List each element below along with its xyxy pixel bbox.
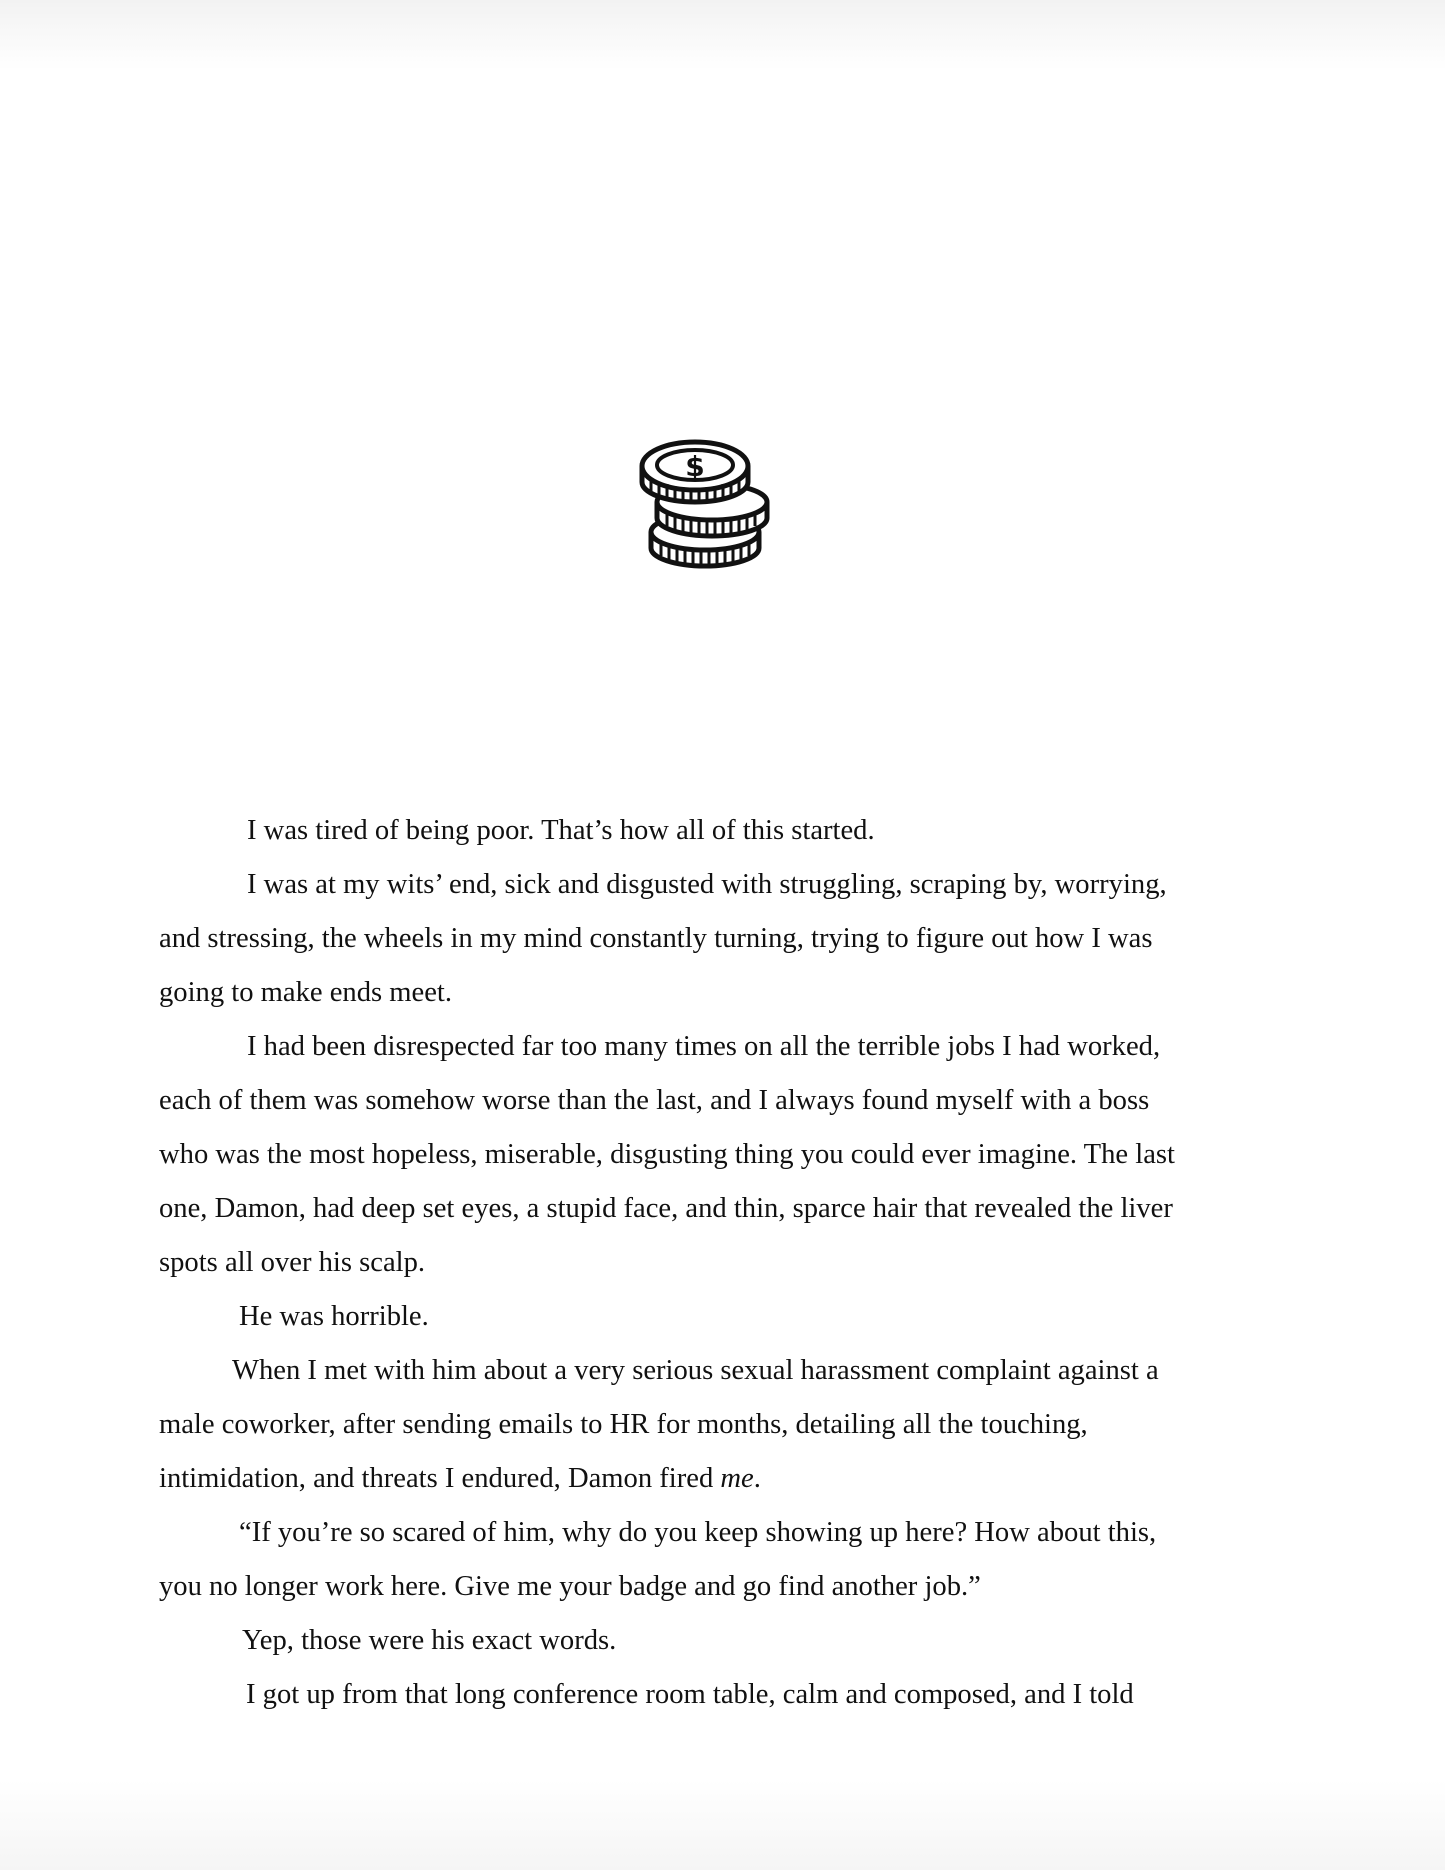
text-line [159,1290,1279,1344]
line-tail: . [753,1463,761,1494]
line-text: spots all over his scalp. [159,1247,426,1278]
text-line [159,966,1279,1020]
line-text: I got up from that long conference room table, calm and composed, and I told [246,1679,1134,1710]
coin-stack-icon [637,436,775,572]
line-text: Yep, those were his exact words. [242,1625,617,1656]
line-text: intimidation, and threats I endured, Damon fired [159,1463,721,1494]
page-top-edge [0,0,1445,70]
text-line [159,858,1279,912]
line-text: you no longer work here. Give me your badge and go find another job.” [159,1571,981,1602]
line-text: I had been disrespected far too many times on all the terrible jobs I had worked, [247,1031,1161,1062]
coin-top [642,442,748,503]
text-line [159,1506,1279,1560]
line-text: I was tired of being poor. That’s how all of this started. [247,815,875,846]
text-line [159,1614,1279,1668]
text-line [159,1560,1279,1614]
line-text: When I met with him about a very serious sexual harassment complaint against a [232,1355,1159,1386]
line-text: and stressing, the wheels in my mind constantly turning, trying to figure out how I was [159,923,1153,954]
text-line [159,804,1279,858]
text-line [159,912,1279,966]
text-line [159,1668,1279,1722]
text-line [159,1128,1279,1182]
line-text: I was at my wits’ end, sick and disgusted with struggling, scraping by, worrying, [247,869,1167,900]
line-text: He was horrible. [239,1301,429,1332]
line-text: going to make ends meet. [159,977,453,1008]
line-text: each of them was somehow worse than the last, and I always found myself with a boss [159,1085,1150,1116]
emphasis-text: me [720,1463,754,1494]
text-line [159,1182,1279,1236]
page-bottom-edge [0,1780,1445,1870]
text-line [159,1236,1279,1290]
text-line [159,1074,1279,1128]
line-text: “If you’re so scared of him, why do you keep showing up here? How about this, [239,1517,1157,1548]
text-line [159,1452,1279,1506]
line-text: male coworker, after sending emails to HR for months, detailing all the touching, [159,1409,1088,1440]
text-line [159,1398,1279,1452]
text-line [159,1344,1279,1398]
dollar-sign: $ [685,450,705,483]
line-text: one, Damon, had deep set eyes, a stupid face, and thin, sparce hair that revealed the liver [159,1193,1173,1224]
text-line [159,1020,1279,1074]
line-text: who was the most hopeless, miserable, disgusting thing you could ever imagine. The last [159,1139,1175,1170]
manuscript-body [159,804,1279,1722]
